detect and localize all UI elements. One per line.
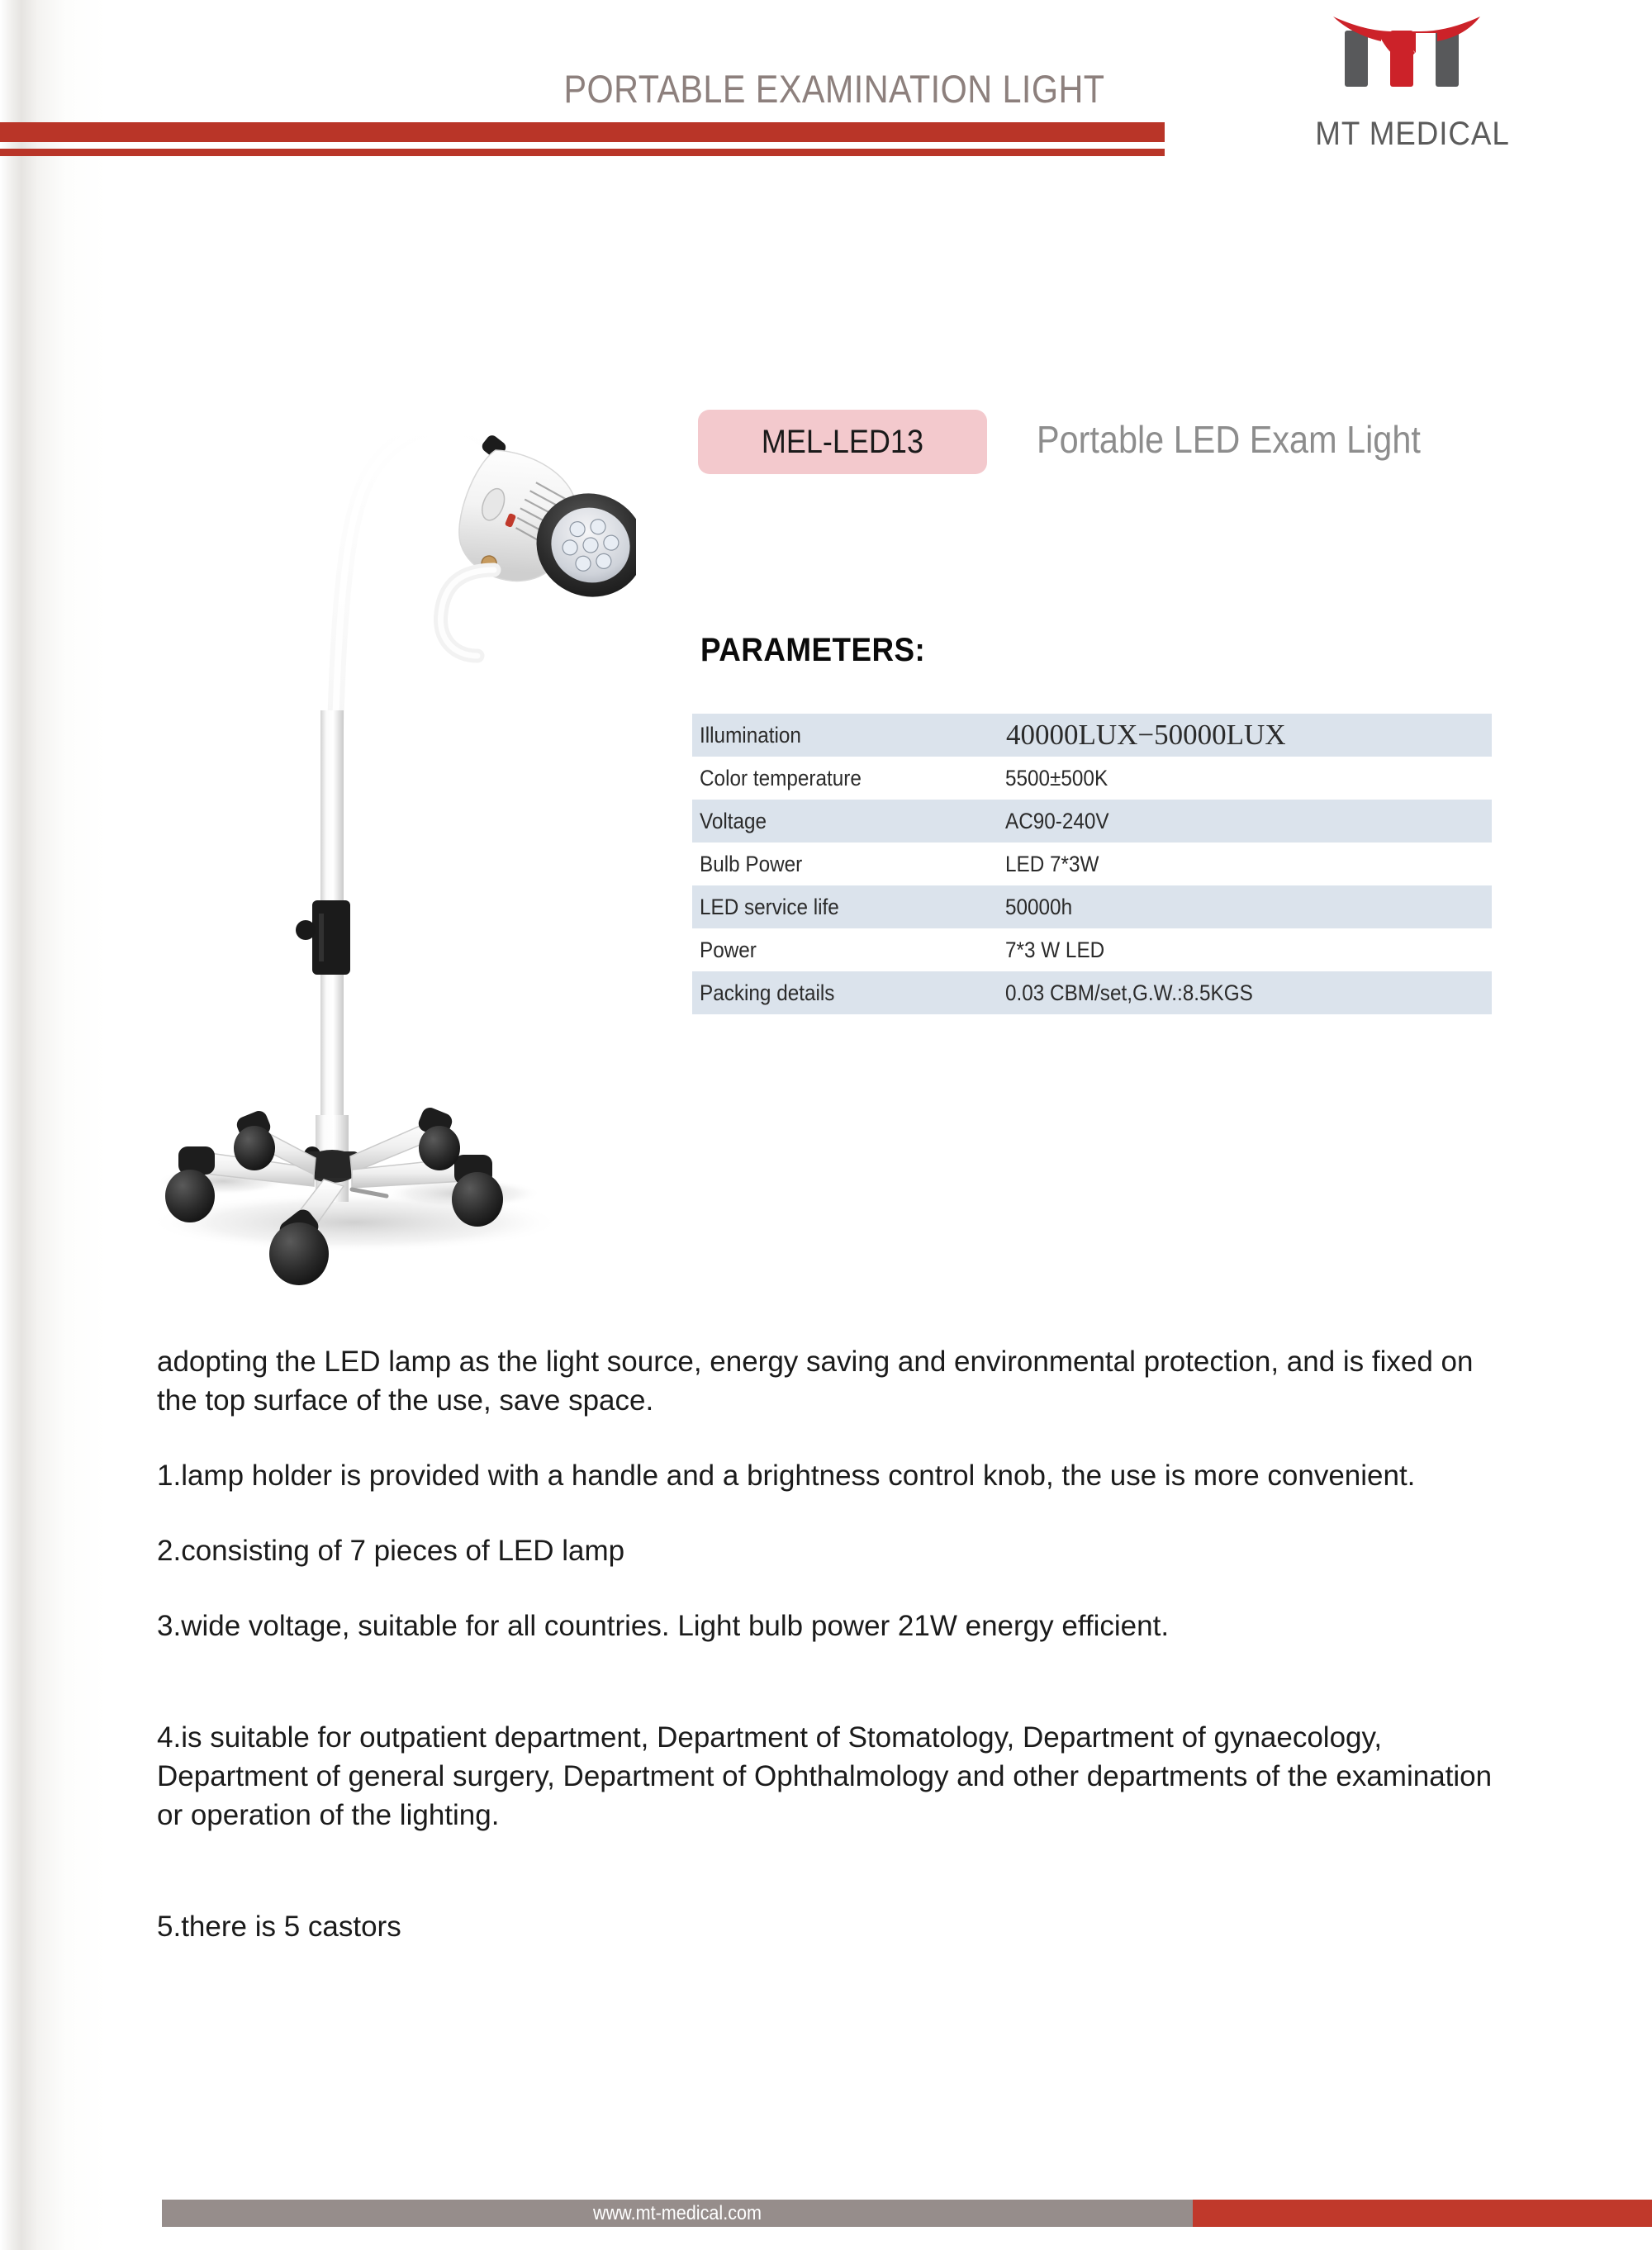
page-title: PORTABLE EXAMINATION LIGHT xyxy=(563,67,1105,111)
parameter-row xyxy=(692,757,1492,800)
parameter-label: Color temperature xyxy=(700,765,862,790)
product-photo xyxy=(107,322,636,1305)
description-paragraph: 2.consisting of 7 pieces of LED lamp xyxy=(157,1535,625,1567)
parameter-row xyxy=(692,843,1492,885)
parameter-row xyxy=(692,800,1492,843)
parameters-table xyxy=(692,714,1492,1014)
header-rule-thin xyxy=(0,149,1165,156)
footer-gray-segment xyxy=(162,2200,1193,2227)
parameter-value: 0.03 CBM/set,G.W.:8.5KGS xyxy=(1005,980,1253,1005)
parameter-label: LED service life xyxy=(700,894,839,919)
header-rule-thick xyxy=(0,122,1165,142)
description-body xyxy=(157,1342,1495,1982)
parameter-label: Illumination xyxy=(700,722,801,748)
product-subtitle: Portable LED Exam Light xyxy=(1037,418,1421,461)
parameter-row xyxy=(692,714,1492,757)
height-adjust-collar xyxy=(296,900,350,975)
parameter-value: 40000LUX−50000LUX xyxy=(1006,719,1286,751)
parameter-row xyxy=(692,971,1492,1014)
model-badge-label: MEL-LED13 xyxy=(761,423,924,460)
mt-bull-horns-logo-icon xyxy=(1330,8,1495,112)
parameter-value: 7*3 W LED xyxy=(1005,937,1105,962)
description-paragraph: 5.there is 5 castors xyxy=(157,1911,401,1943)
description-paragraph: 3.wide voltage, suitable for all countries. Light bulb power 21W energy efficient. xyxy=(157,1610,1170,1642)
parameter-row xyxy=(692,928,1492,971)
footer-website-url: www.mt-medical.com xyxy=(592,2201,762,2224)
parameter-label: Bulb Power xyxy=(700,851,803,876)
description-paragraph: adopting the LED lamp as the light source, energy saving and environmental protection, and is fixed on the top surface of the use, save space. xyxy=(157,1346,1474,1417)
parameter-label: Packing details xyxy=(700,980,835,1005)
description-paragraph: 1.lamp holder is provided with a handle and a brightness control knob, the use is more convenient. xyxy=(157,1460,1416,1492)
description-paragraph: 4.is suitable for outpatient department, Department of Stomatology, Department of gynaecology, Department of general surgery, Department of Ophthalmology and other departments of the examination or operation of the lighting. xyxy=(157,1721,1493,1831)
model-badge xyxy=(698,410,987,474)
parameter-value: 5500±500K xyxy=(1005,765,1108,790)
parameter-label: Power xyxy=(700,937,757,962)
footer-red-segment xyxy=(1193,2200,1652,2227)
parameter-row xyxy=(692,885,1492,928)
parameters-heading: PARAMETERS: xyxy=(700,632,926,668)
brand-wordmark: MT MEDICAL xyxy=(1315,116,1510,152)
footer-bar xyxy=(162,2200,1652,2227)
parameter-value: AC90-240V xyxy=(1005,808,1109,833)
brand-logo xyxy=(1289,8,1536,165)
parameter-label: Voltage xyxy=(700,808,767,833)
parameter-value: LED 7*3W xyxy=(1005,851,1099,876)
parameter-value: 50000h xyxy=(1005,894,1073,919)
